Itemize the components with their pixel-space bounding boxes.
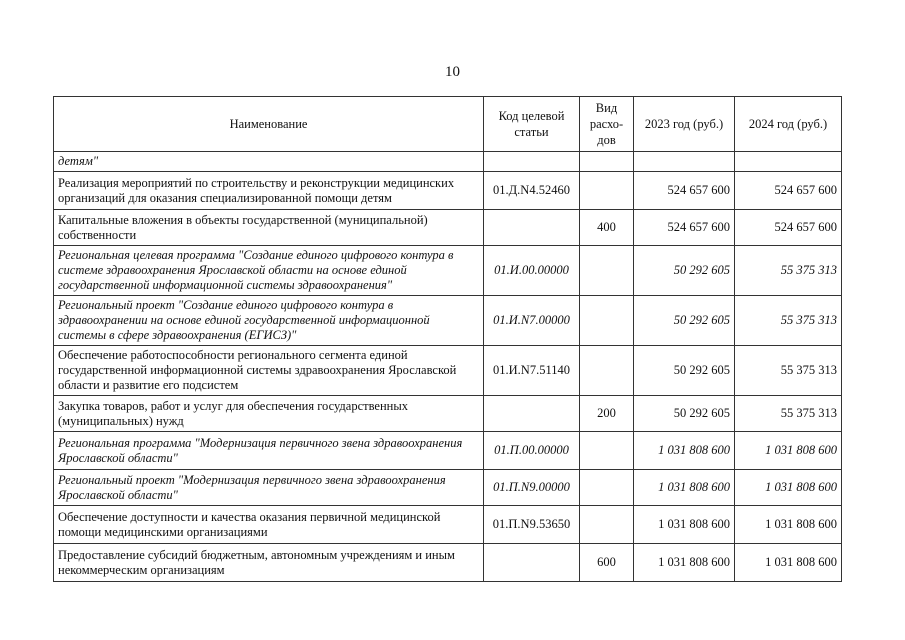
row-code-cell: 01.И.00.00000 <box>484 246 580 296</box>
header-year-2024: 2024 год (руб.) <box>735 97 842 152</box>
row-expense-cell: 600 <box>580 544 634 582</box>
row-2024-cell: 524 657 600 <box>735 210 842 246</box>
header-expense-type: Вид расхо-дов <box>580 97 634 152</box>
row-2024-cell: 1 031 808 600 <box>735 432 842 470</box>
row-code-cell: 01.И.N7.51140 <box>484 346 580 396</box>
row-2023-cell: 1 031 808 600 <box>634 470 735 506</box>
row-2023-cell: 1 031 808 600 <box>634 506 735 544</box>
row-name-cell: Закупка товаров, работ и услуг для обеспечения государственных (муниципальных) нужд <box>54 396 484 432</box>
row-name-cell: Обеспечение доступности и качества оказания первичной медицинской помощи медицинскими организациями <box>54 506 484 544</box>
row-name-cell: Региональный проект "Модернизация первичного звена здравоохранения Ярославской области" <box>54 470 484 506</box>
row-expense-cell <box>580 506 634 544</box>
row-code-cell <box>484 544 580 582</box>
table-row <box>54 296 842 346</box>
row-2023-cell: 524 657 600 <box>634 210 735 246</box>
table-row <box>54 470 842 506</box>
row-expense-cell <box>580 152 634 172</box>
row-code-cell: 01.И.N7.00000 <box>484 296 580 346</box>
row-2023-cell: 50 292 605 <box>634 296 735 346</box>
row-2024-cell: 55 375 313 <box>735 246 842 296</box>
row-code-cell: 01.Д.N4.52460 <box>484 172 580 210</box>
row-2024-cell: 55 375 313 <box>735 296 842 346</box>
row-expense-cell: 200 <box>580 396 634 432</box>
row-2023-cell: 50 292 605 <box>634 346 735 396</box>
table-row <box>54 346 842 396</box>
row-name-cell: Обеспечение работоспособности регионального сегмента единой государственной информационной системы здравоохранения Ярославской области и развитие его подсистем <box>54 346 484 396</box>
table-row <box>54 432 842 470</box>
row-name-cell: детям" <box>54 152 484 172</box>
row-code-cell <box>484 152 580 172</box>
table-row <box>54 506 842 544</box>
header-code: Код целевой статьи <box>484 97 580 152</box>
row-expense-cell <box>580 172 634 210</box>
header-name: Наименование <box>54 97 484 152</box>
row-2023-cell: 1 031 808 600 <box>634 432 735 470</box>
row-2023-cell: 50 292 605 <box>634 246 735 296</box>
table-row <box>54 246 842 296</box>
row-expense-cell <box>580 296 634 346</box>
row-name-cell: Капитальные вложения в объекты государственной (муниципальной) собственности <box>54 210 484 246</box>
row-code-cell: 01.П.N9.00000 <box>484 470 580 506</box>
table-row <box>54 396 842 432</box>
row-2023-cell: 50 292 605 <box>634 396 735 432</box>
row-name-cell: Региональный проект "Создание единого цифрового контура в здравоохранении на основе единой государственной информационной системы в сфере здравоохранения (ЕГИСЗ)" <box>54 296 484 346</box>
row-expense-cell <box>580 470 634 506</box>
table-row <box>54 172 842 210</box>
row-2024-cell: 1 031 808 600 <box>735 506 842 544</box>
row-2024-cell: 1 031 808 600 <box>735 544 842 582</box>
row-2024-cell: 55 375 313 <box>735 396 842 432</box>
row-expense-cell <box>580 346 634 396</box>
row-name-cell: Предоставление субсидий бюджетным, автономным учреждениям и иным некоммерческим организациям <box>54 544 484 582</box>
row-2024-cell: 55 375 313 <box>735 346 842 396</box>
row-name-cell: Региональная программа "Модернизация первичного звена здравоохранения Ярославской области" <box>54 432 484 470</box>
table-header-row <box>54 97 842 152</box>
row-2024-cell: 524 657 600 <box>735 172 842 210</box>
header-year-2023: 2023 год (руб.) <box>634 97 735 152</box>
row-code-cell <box>484 396 580 432</box>
row-name-cell: Региональная целевая программа "Создание единого цифрового контура в системе здравоохранения Ярославской области на основе единой государственной информационной системы здравоохранения" <box>54 246 484 296</box>
table-row <box>54 152 842 172</box>
row-expense-cell <box>580 246 634 296</box>
table-row <box>54 210 842 246</box>
row-2024-cell: 1 031 808 600 <box>735 470 842 506</box>
budget-table <box>53 96 842 582</box>
row-expense-cell <box>580 432 634 470</box>
row-code-cell <box>484 210 580 246</box>
table-row <box>54 544 842 582</box>
page-number: 10 <box>445 64 460 80</box>
row-code-cell: 01.П.00.00000 <box>484 432 580 470</box>
row-2023-cell <box>634 152 735 172</box>
row-2023-cell: 1 031 808 600 <box>634 544 735 582</box>
row-2024-cell <box>735 152 842 172</box>
row-expense-cell: 400 <box>580 210 634 246</box>
row-name-cell: Реализация мероприятий по строительству и реконструкции медицинских организаций для оказания специализированной помощи детям <box>54 172 484 210</box>
row-code-cell: 01.П.N9.53650 <box>484 506 580 544</box>
row-2023-cell: 524 657 600 <box>634 172 735 210</box>
